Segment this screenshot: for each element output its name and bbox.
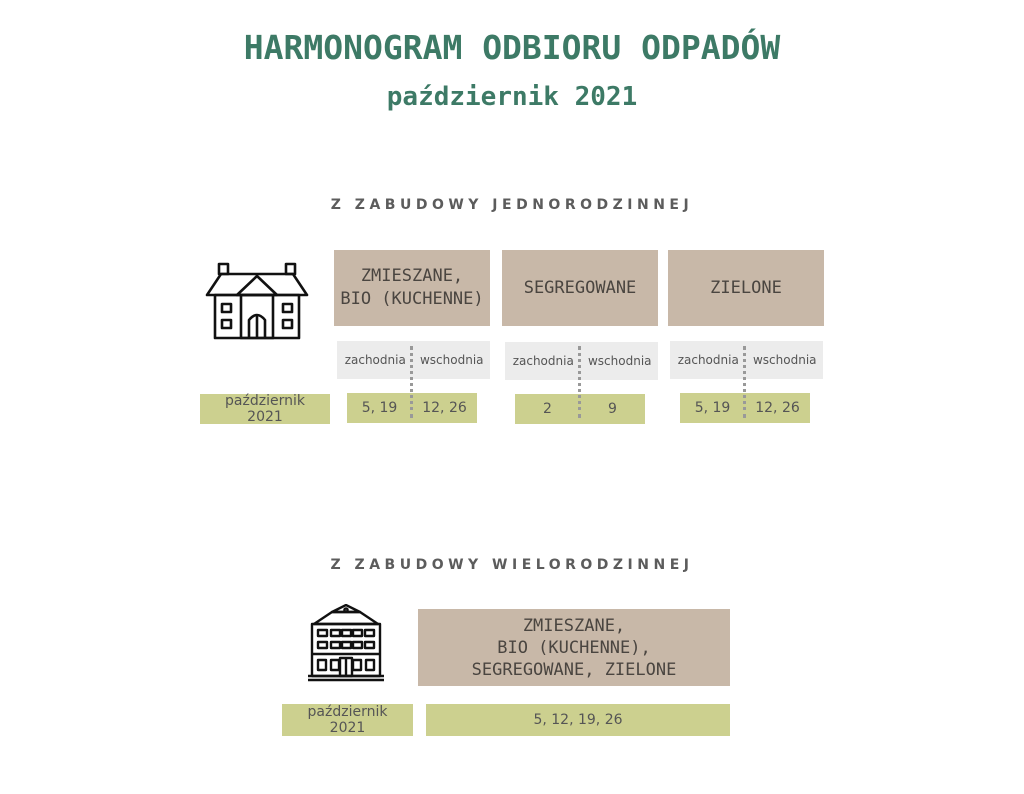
section-heading-single-family: Z ZABUDOWY JEDNORODZINNEJ (330, 197, 694, 213)
dates-west: 5, 19 (361, 400, 398, 416)
zone-header-mixed-bio (337, 341, 490, 379)
dates-east: 12, 26 (755, 400, 800, 416)
page-title: HARMONOGRAM ODBIORU ODPADÓW (243, 28, 781, 67)
zone-header-segregated (505, 342, 658, 380)
zone-east-label: wschodnia (419, 353, 484, 367)
category-all-waste: ZMIESZANE, BIO (KUCHENNE), SEGREGOWANE, ZIELONE (418, 609, 730, 686)
page-subtitle: październik 2021 (386, 82, 638, 112)
zone-divider (410, 346, 413, 418)
zone-east-label: wschodnia (587, 354, 652, 368)
zone-west-label: zachodnia (512, 354, 574, 368)
dates-east: 9 (608, 401, 617, 417)
dates-multi-family (426, 704, 730, 736)
month-label-multi-family: październik 2021 (282, 704, 413, 736)
zone-divider (743, 346, 746, 418)
zone-west-label: zachodnia (677, 353, 739, 367)
category-mixed-bio: ZMIESZANE, BIO (KUCHENNE) (334, 250, 490, 326)
zone-divider (578, 346, 581, 418)
category-green: ZIELONE (668, 250, 824, 326)
dates-east: 12, 26 (422, 400, 467, 416)
zone-header-green (670, 341, 823, 379)
dates-all: 5, 12, 19, 26 (533, 712, 623, 728)
month-label-single-family: październik 2021 (200, 394, 330, 424)
house-icon (205, 262, 309, 340)
section-heading-multi-family: Z ZABUDOWY WIELORODZINNEJ (330, 557, 694, 573)
zone-west-label: zachodnia (344, 353, 406, 367)
zone-east-label: wschodnia (752, 353, 817, 367)
apartment-building-icon (306, 604, 386, 684)
dates-west: 5, 19 (694, 400, 731, 416)
category-segregated: SEGREGOWANE (502, 250, 658, 326)
dates-west: 2 (543, 401, 552, 417)
